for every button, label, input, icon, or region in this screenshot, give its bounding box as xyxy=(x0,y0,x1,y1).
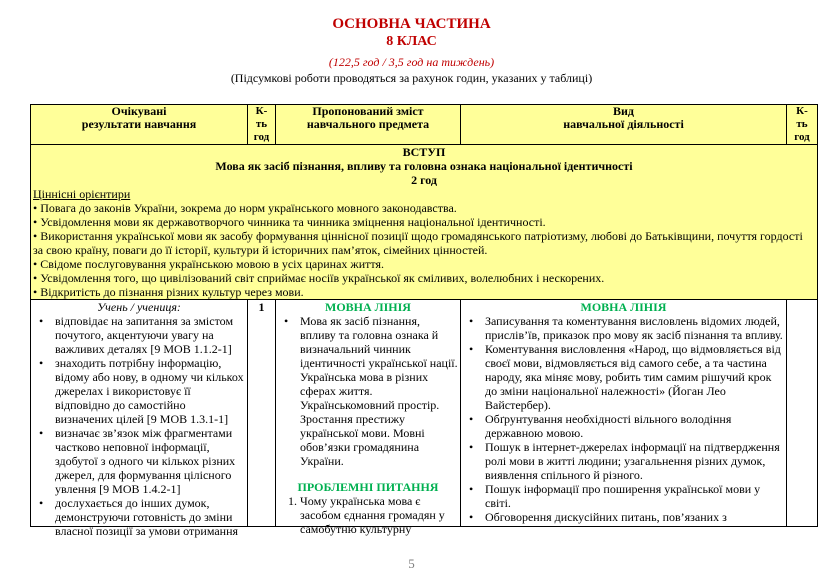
intro-hours: 2 год xyxy=(411,173,437,187)
header-content-line2: навчального предмета xyxy=(306,117,430,131)
outcomes-cell xyxy=(31,300,248,538)
header-hours xyxy=(248,105,276,145)
learner-label: Учень / учениця: xyxy=(97,300,181,314)
activity-item: • Записування та коментування висловлень відомих людей, прислів’їв, приказок про мову як засіб пізнання та впливу. xyxy=(485,314,784,342)
content-line-heading: МОВНА ЛІНІЯ xyxy=(325,300,411,314)
value-item: • Повага до законів України, зокрема до норм українського мовного законодавства. xyxy=(33,201,457,215)
value-item: • Усвідомлення мови як державотворчого чинника та чинника зміцнення національної ідентичності. xyxy=(33,215,546,229)
problems-heading: ПРОБЛЕМНІ ПИТАННЯ xyxy=(297,480,439,494)
activity-item: • Пошук в інтернет-джерелах інформації на підтвердження ролі мови в житті людини; узагальнення різних думок, виявлення спільного й різного. xyxy=(485,440,784,482)
content-text: • Мова як засіб пізнання, впливу та головна ознака й визначальний чинник ідентичності української нації. Українська мова в різних сферах життя. Українськомовний простір. Зростання престижу української мови. Мовні обов’язки громадянина України. xyxy=(300,314,458,468)
page-title: ОСНОВНА ЧАСТИНА xyxy=(332,16,491,32)
intro-row xyxy=(31,145,818,300)
header-hours2-line2: ть xyxy=(796,118,808,130)
grade-heading: 8 КЛАС xyxy=(386,34,437,49)
activity-item: • Коментування висловлення «Народ, що відмовляється від своєї мови, відмовляється від самого себе, а та частина народу, яка міняє мову, робить тим самим рішучий крок до зміни національної належності» (Йоган Лео Вайстербер). xyxy=(485,342,784,412)
header-activity-line1: Вид xyxy=(613,104,634,118)
header-hours-line3: год xyxy=(253,131,270,143)
hours-value: 1 xyxy=(258,300,265,314)
note-text: (Підсумкові роботи проводяться за рахунок годин, указаних у таблиці) xyxy=(230,71,593,85)
outcome-item: • знаходить потрібну інформацію, відому або нову, в одному чи кількох джерелах і використовує її відповідно до самостійно визначених цілей [9 МОВ 1.3.1-1] xyxy=(55,356,245,426)
outcome-item: • дослухається до інших думок, демонструючи готовність до зміни власної позиції за умови отримання xyxy=(55,496,245,538)
value-item: • Усвідомлення того, що цивілізований світ сприймає носіїв української як сміливих, волелюбних і нескорених. xyxy=(33,271,605,285)
hours-cell xyxy=(248,300,276,527)
activity-item: • Пошук інформації про поширення української мови у світі. xyxy=(485,482,784,510)
header-hours2-line3: год xyxy=(794,131,810,143)
curriculum-table xyxy=(30,104,818,538)
activity-item: • Обґрунтування необхідності вільного володіння державною мовою. xyxy=(485,412,784,440)
header-outcomes xyxy=(31,105,248,145)
header-content xyxy=(276,105,461,145)
header-content-line1: Пропонований зміст xyxy=(312,104,424,118)
activity-line-heading: МОВНА ЛІНІЯ xyxy=(580,300,667,314)
activity-cell xyxy=(461,300,787,527)
content-row xyxy=(31,300,818,527)
table-header-row xyxy=(31,105,818,145)
activity-item: • Обговорення дискусійних питань, пов’язаних з xyxy=(485,510,784,524)
intro-cell xyxy=(31,145,818,300)
header-outcomes-line2: результати навчання xyxy=(81,117,197,131)
header-activity-line2: навчальної діяльності xyxy=(563,117,684,131)
hours-cell-2 xyxy=(787,300,818,527)
outcome-item: • визначає зв’язок між фрагментами частково неповної інформації, здобутої з одного чи кількох різних джерел, для формування цілісного увлення [9 МОВ 1.4.2-1] xyxy=(55,426,245,496)
header-outcomes-line1: Очікувані xyxy=(111,104,167,118)
hours-subtitle: (122,5 год / 3,5 год на тиждень) xyxy=(328,55,495,69)
problem-item: 1. Чому українська мова є засобом єднання громадян у самобутню культурну xyxy=(300,494,458,536)
header-hours2-line1: К- xyxy=(796,105,808,117)
content-cell xyxy=(276,300,461,536)
value-item: • Свідоме послуговування українською мовою в усіх царинах життя. xyxy=(33,257,384,271)
header-hours-2 xyxy=(787,105,818,145)
value-item: • Використання української мови як засобу формування ціннісної позиції щодо громадянського патріотизму, любові до Батьківщини, почуття гордості за свою країну, поваги до її історії, культури й історичних пам’яток, сімейних цінностей. xyxy=(33,229,803,257)
header-activity xyxy=(461,105,787,145)
outcome-item: • відповідає на запитання за змістом почутого, акцентуючи увагу на важливих деталях [9 МОВ 1.1.2-1] xyxy=(55,314,245,356)
header-hours-line2: ть xyxy=(255,118,268,130)
page-number: 5 xyxy=(408,556,415,571)
header-hours-line1: К- xyxy=(255,105,268,117)
intro-section: ВСТУП xyxy=(402,145,446,159)
intro-topic: Мова як засіб пізнання, впливу та головна ознака національної ідентичності xyxy=(215,159,633,173)
value-item: • Відкритість до пізнання різних культур через мови. xyxy=(33,285,304,299)
values-heading: Ціннісні орієнтири xyxy=(33,187,131,201)
